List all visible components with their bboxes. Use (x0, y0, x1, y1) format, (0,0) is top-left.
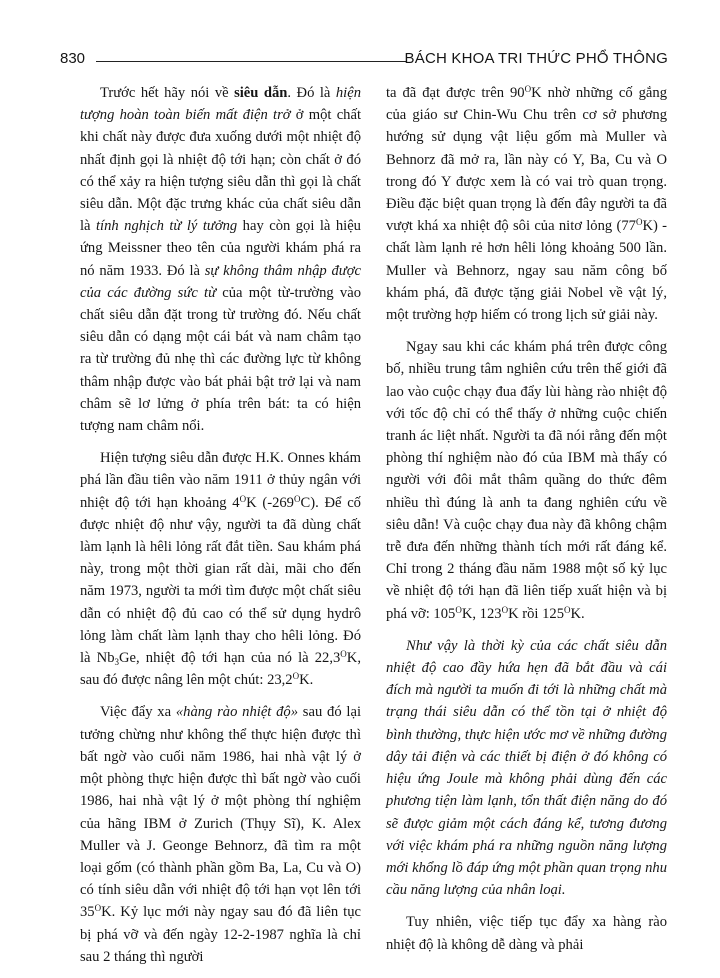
emphasis: hiện tượng hoàn toàn biến mất điện trở (80, 85, 361, 124)
paragraph-superconductivity-definition: Trước hết hãy nói về siêu dẫn. Đó là hiện tượng hoàn toàn biến mất điện trở ở một chất khi chất này được đưa xuống dưới một nhiệt độ nhất định gọi là nhiệt độ tới hạn; còn chất ở đó có thể xảy ra hiện tượng siêu dẫn thì gọi là chất siêu dẫn. Một đặc trưng khác của chất siêu dẫn là tính nghịch từ lý tưởng hay còn gọi là hiệu ứng Meissner theo tên của người khám phá ra nó năm 1933. Đó là sự không thâm nhập được của các đường sức từ của một từ-trường vào chất siêu dẫn đặt trong từ trường đó. Nếu chất siêu dẫn có dạng một cái bát và nam châm tạo ra từ trường đủ nhẹ thì các đường lực từ không thâm nhập được vào bát phải bật trở lại và nam châm sẽ lơ lửng ở phía trên bát: ta có hiện tượng nam châm nổi. (80, 85, 362, 435)
paragraph-chu-record: ta đã đạt được trên $90^OK$ nhờ những cố gắng của giáo sư Chin-Wu Chu trên cơ sở phương hướng sử dụng vật liệu gốm mà Muller và Behnorz đã mở ra, lần này có Y, Ba, Cu và O trong đó Y được xem là có vai trò quan trọng. Điều đặc biệt quan trọng là đến đây người ta đã vượt khá xa nhiệt độ sôi của nitơ lỏng $(77^OK)$ - chất làm lạnh rẻ hơn hêli lỏng khoảng 500 lần. Muller và Behnorz, ngay sau năm công bố khám phá, đã được tặng giải Nobel về vật lý, một trường hợp hiếm có trong lịch sử giải này. (386, 84, 667, 324)
paragraph-research-race: Ngay sau khi các khám phá trên được công bố, nhiều trung tâm nghiên cứu trên thế giới đã lao vào cuộc chạy đua đẩy lùi hàng rào nhiệt độ với tốc độ chỉ có thể thấy ở những cuộc chiến tranh ác liệt nhất. Người ta đã nói rằng đến một phòng thí nghiệm nào đó của IBM mà thấy có người với đôi mắt thâm quầng do thức đêm nhiều thì đúng là anh ta đang nghiên cứu về siêu dẫn! Và cuộc chạy đua này đã không chậm trễ đưa đến những thành tích mới rất đáng kể. Chỉ trong 2 tháng đầu năm 1988 một số kỷ lục về nhiệt độ tới hạn đã liên tiếp xuất hiện và bị phá vỡ: $105^OK$, $123^OK$ rồi $125^OK$. (386, 339, 667, 622)
page-header (60, 50, 668, 72)
term-sieu-dan: siêu dẫn (234, 85, 288, 101)
emphasis: «hàng rào nhiệt độ» (175, 704, 299, 721)
paragraph-conclusion-start: Tuy nhiên, việc tiếp tục đẩy xa hàng rào nhiệt độ là không dễ dàng và phải (386, 914, 667, 953)
left-column (80, 82, 361, 978)
paragraph-high-temperature-era: Như vậy là thời kỳ của các chất siêu dẫn nhiệt độ cao đầy hứa hẹn đã bắt đầu và cái đích mà người ta muốn đi tới là những chất mà trạng thái siêu dẫn có thể tồn tại ở nhiệt độ bình thường, thực hiện ước mơ về những đường dây tải điện và các thiết bị điện ở đó không có hiệu ứng Joule mà không phải dùng đến các phương tiện làm lạnh, tổn thất điện năng do đó sẽ được giảm một cách đáng kể, tương đương với việc khám phá ra những nguồn năng lượng mới khổng lồ đáp ứng một phần quan trọng nhu cầu năng lượng của nhân loại. (386, 637, 667, 899)
paragraph-onnes-discovery: Hiện tượng siêu dẫn được H.K. Onnes khám phá lần đầu tiên vào năm 1911 ở thủy ngân với nhiệt độ tới hạn khoảng $4^OK$ $(-269^OC)$. Để cố được nhiệt độ như vậy, người ta đã dùng chất làm lạnh là hêli lỏng rất đắt tiền. Sau khám phá này, trong một thời gian rất dài, mãi cho đến năm 1973, người ta mới tìm được một chất siêu dẫn có nhiệt độ đủ cao có thể sử dụng hydrô lỏng làm chất làm lạnh thay cho hêli lỏng. Đó là $Nb_3Ge$, nhiệt độ tới hạn của nó là $22,3^OK$, sau đó được nâng lên một chút: $23,2^OK$. (80, 450, 361, 689)
page-number: 830 (60, 50, 86, 67)
running-title: BÁCH KHOA TRI THỨC PHỔ THÔNG (404, 50, 668, 67)
paragraph-temperature-barrier: Việc đẩy xa «hàng rào nhiệt độ» sau đó lại tưởng chừng như không thể thực hiện được thì bất ngờ vào cuối năm 1986, hai nhà vật lý ở một phòng thực hiện được thì bất ngờ vào cuối 1986, hai nhà vật lý ở một phòng thí nghiệm của hãng IBM ở Zurich (Thụy Sĩ), K. Alex Muller và J. Geonge Behnorz, đã tìm ra một loại gốm (có thành phần gồm Ba, La, Cu và O) có tính siêu dẫn với nhiệt độ tới hạn vọt lên tới $35^OK$. Kỷ lục mới này ngay sau đó đã liên tục bị phá vỡ và đến ngày 12-2-1987 nghĩa là chỉ sau 2 tháng thì người (80, 704, 361, 965)
emphasis: tính nghịch từ lý tưởng (96, 218, 238, 235)
emphasis: sự không thâm nhập được của các đường sức từ (80, 262, 362, 301)
right-column (386, 82, 667, 966)
header-rule (96, 61, 406, 62)
